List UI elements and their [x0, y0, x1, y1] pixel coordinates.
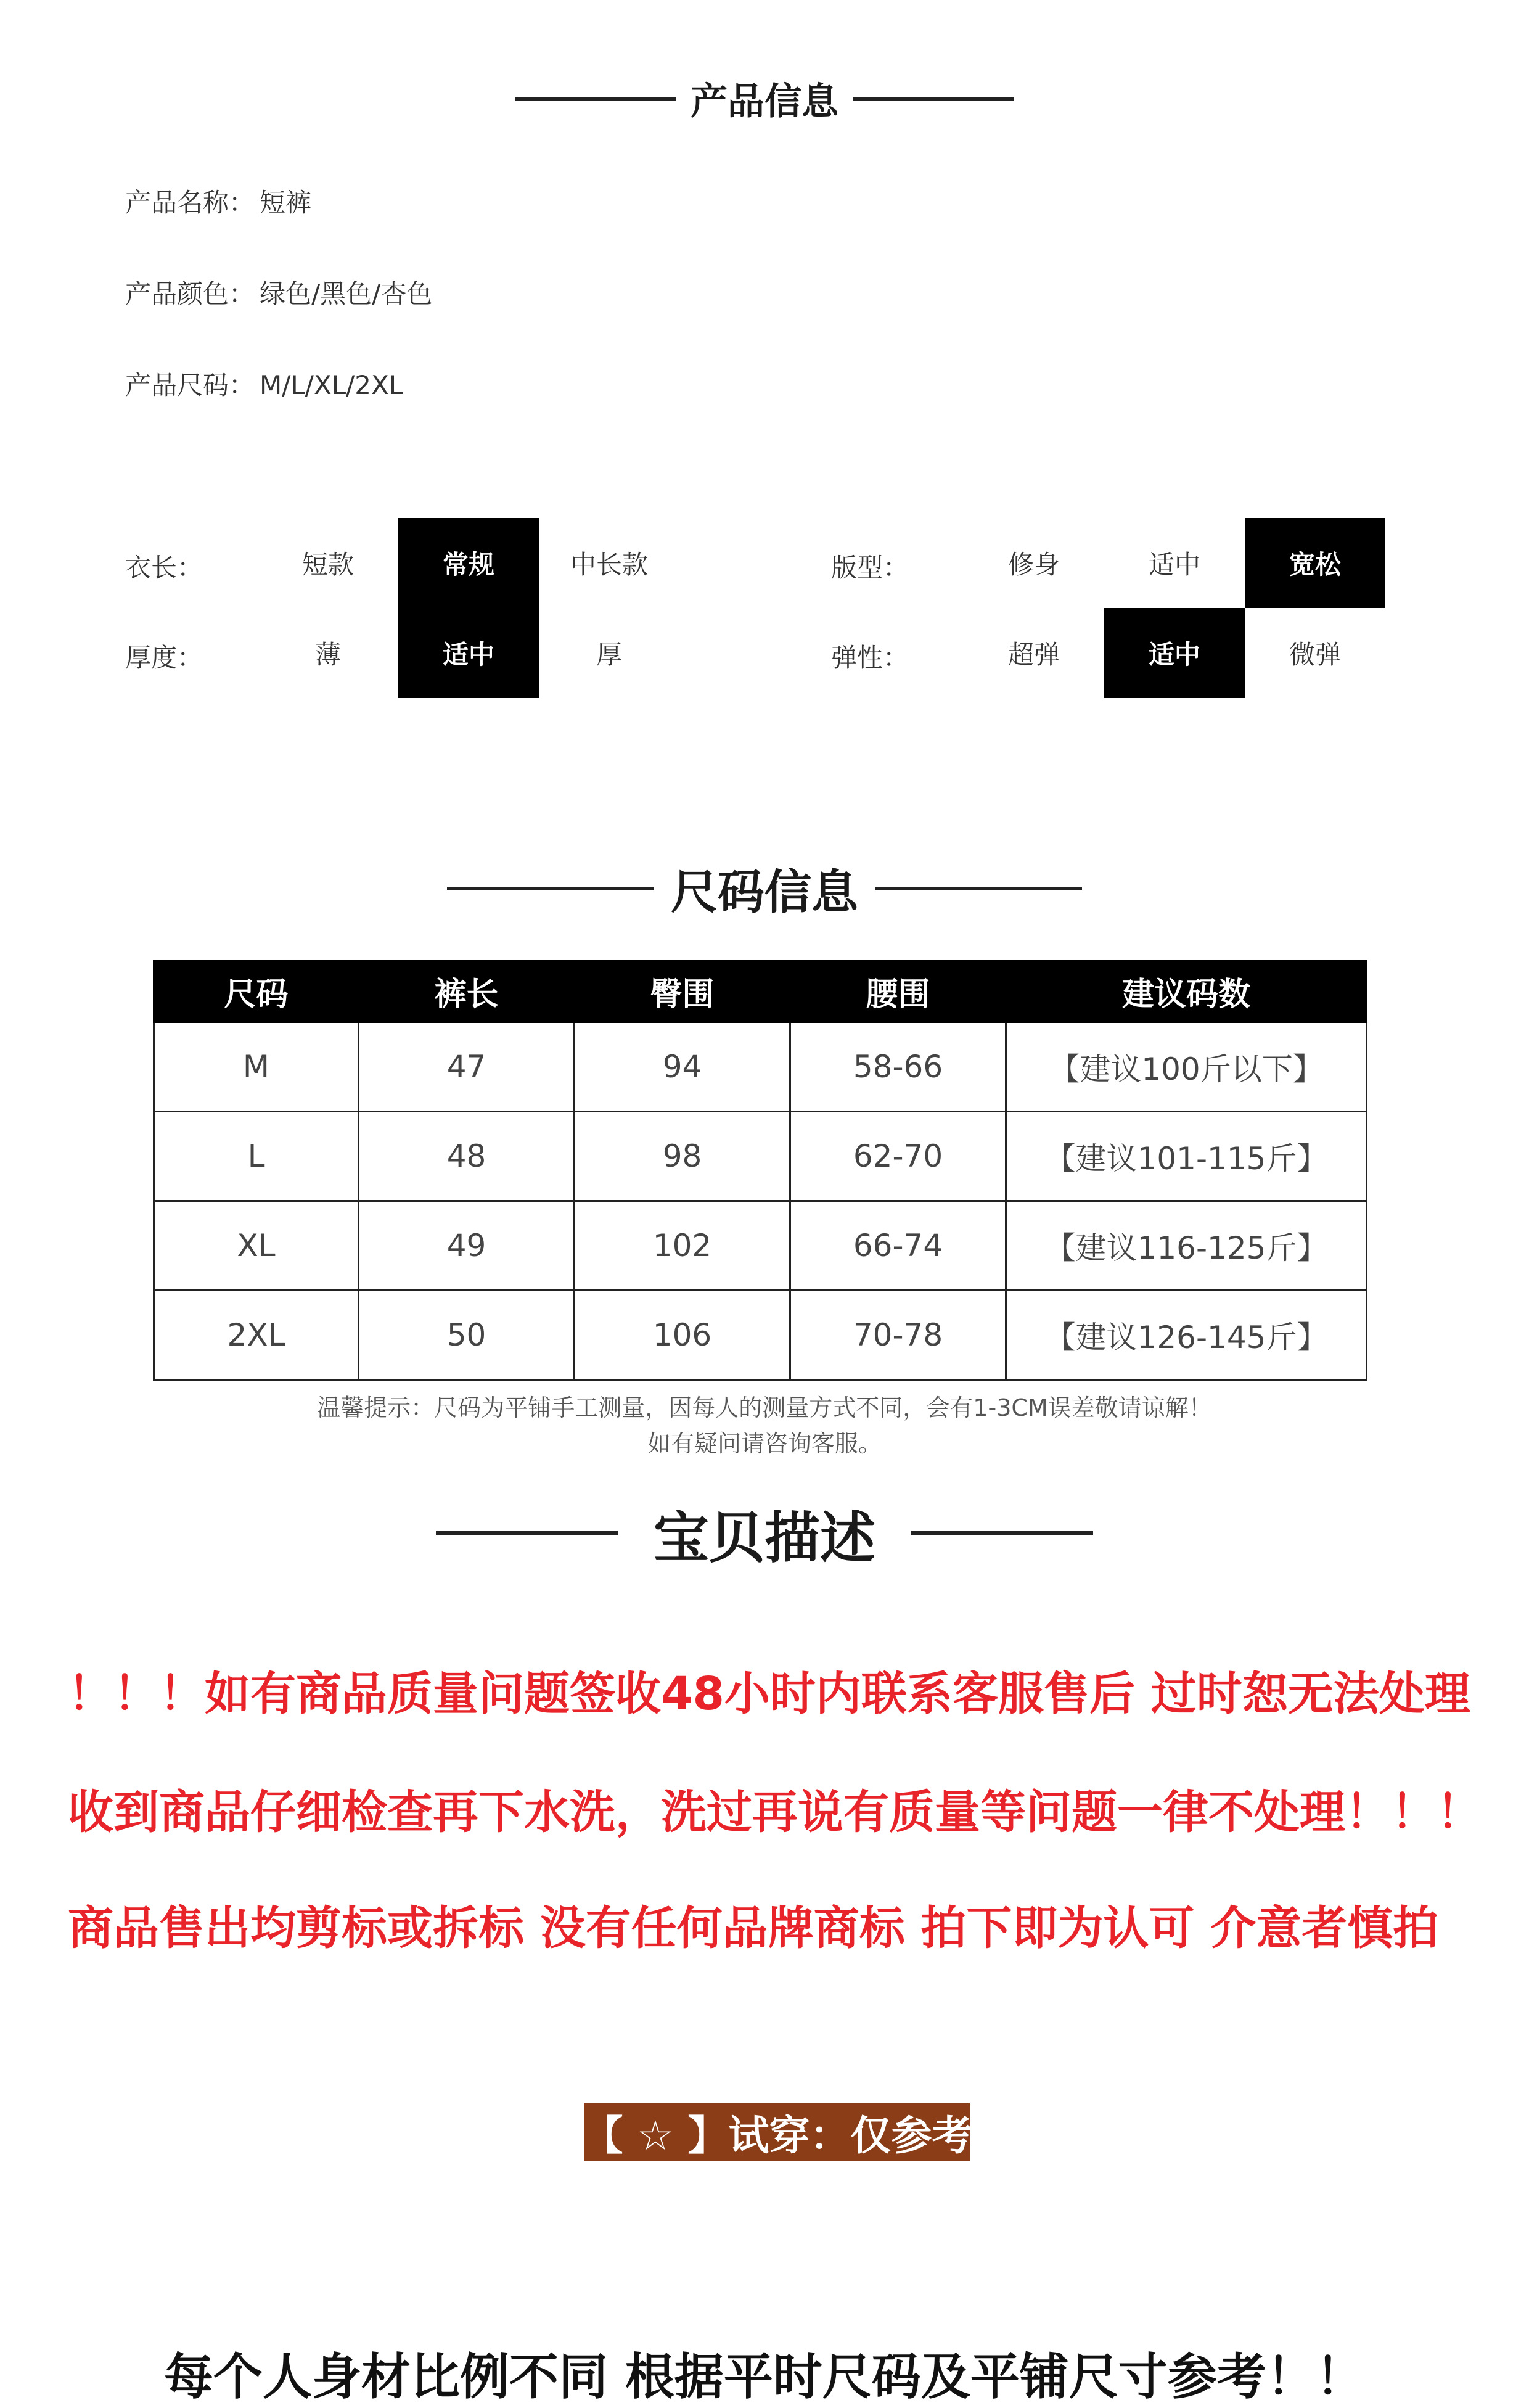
product-name-label: 产品名称：	[125, 187, 255, 218]
size-table-header	[154, 961, 1367, 1022]
header-hip: 臀围	[575, 961, 790, 1022]
size-table	[153, 960, 1367, 1381]
cell-size: M	[154, 1022, 359, 1112]
product-name-row	[125, 183, 311, 220]
product-color-label: 产品颜色：	[125, 279, 255, 309]
header-recommend: 建议码数	[1006, 961, 1367, 1022]
warning-line-3: 商品售出均剪标或拆标 没有任何品牌商标 拍下即为认可 介意者慎拍	[68, 1902, 1439, 1955]
fit-option-loose: 宽松	[1245, 518, 1385, 608]
cell-hip: 94	[575, 1022, 790, 1112]
product-color-value: 绿色/黑色/杏色	[260, 279, 433, 309]
heading-dash-right	[853, 97, 1014, 101]
cell-recommend: 【建议126-145斤】	[1006, 1291, 1367, 1380]
thickness-label: 厚度：	[125, 643, 203, 673]
thickness-option-thin: 薄	[314, 639, 341, 670]
table-row	[154, 1022, 1367, 1112]
cell-recommend: 【建议100斤以下】	[1006, 1022, 1367, 1112]
bottom-note: 每个人身材比例不同 根据平时尺码及平铺尺寸参考！！	[164, 2348, 1365, 2406]
cell-length: 50	[359, 1291, 575, 1380]
cell-hip: 98	[575, 1112, 790, 1201]
cell-recommend: 【建议101-115斤】	[1006, 1112, 1367, 1201]
cell-length: 47	[359, 1022, 575, 1112]
table-row	[154, 1291, 1367, 1380]
fit-label: 版型：	[831, 553, 909, 583]
size-info-title: 尺码信息	[671, 864, 858, 919]
tryon-label: 【 ☆ 】试穿：仅参考	[584, 2103, 970, 2161]
thickness-option-thick: 厚	[596, 639, 622, 670]
product-info-heading	[0, 74, 1529, 123]
header-size: 尺码	[154, 961, 359, 1022]
header-length: 裤长	[359, 961, 575, 1022]
elasticity-option-slight: 微弹	[1289, 639, 1341, 670]
length-option-mid: 中长款	[570, 549, 648, 580]
fit-option-medium: 适中	[1148, 549, 1200, 580]
heading-dash-right	[911, 1531, 1093, 1535]
product-size-row	[125, 365, 403, 402]
heading-dash-left	[515, 97, 676, 101]
cell-length: 48	[359, 1112, 575, 1201]
cell-hip: 102	[575, 1201, 790, 1291]
cell-waist: 62-70	[790, 1112, 1006, 1201]
cell-recommend: 【建议116-125斤】	[1006, 1201, 1367, 1291]
table-row	[154, 1112, 1367, 1201]
cell-size: L	[154, 1112, 359, 1201]
length-option-regular: 常规	[398, 518, 539, 608]
product-size-value: M/L/XL/2XL	[260, 370, 404, 400]
length-label: 衣长：	[125, 553, 203, 583]
heading-dash-left	[447, 887, 654, 890]
cell-waist: 66-74	[790, 1201, 1006, 1291]
length-option-short: 短款	[301, 549, 354, 580]
warning-line-2: 收到商品仔细检查再下水洗，洗过再说有质量等问题一律不处理！！！	[68, 1786, 1482, 1839]
table-row	[154, 1201, 1367, 1291]
size-info-heading	[0, 857, 1529, 919]
fit-option-slim: 修身	[1007, 549, 1060, 580]
elasticity-option-super: 超弹	[1007, 639, 1060, 670]
cell-length: 49	[359, 1201, 575, 1291]
elasticity-label: 弹性：	[831, 643, 909, 673]
product-color-row	[125, 274, 432, 311]
warning-line-1: ！！！如有商品质量问题签收48小时内联系客服售后 过时恕无法处理	[68, 1667, 1470, 1720]
cell-size: XL	[154, 1201, 359, 1291]
elasticity-option-medium: 适中	[1104, 608, 1245, 698]
cell-waist: 70-78	[790, 1291, 1006, 1380]
product-name-value: 短裤	[260, 187, 312, 218]
description-heading	[0, 1497, 1529, 1569]
cell-size: 2XL	[154, 1291, 359, 1380]
product-info-title: 产品信息	[691, 80, 838, 123]
heading-dash-left	[436, 1531, 618, 1535]
cell-hip: 106	[575, 1291, 790, 1380]
cell-waist: 58-66	[790, 1022, 1006, 1112]
description-title: 宝贝描述	[654, 1506, 875, 1571]
product-size-label: 产品尺码：	[125, 370, 255, 400]
heading-dash-right	[875, 887, 1082, 890]
header-waist: 腰围	[790, 961, 1006, 1022]
size-tip-contact: 如有疑问请咨询客服。	[647, 1430, 882, 1457]
size-tip: 温馨提示：尺码为平铺手工测量，因每人的测量方式不同，会有1-3CM误差敬请谅解！	[317, 1394, 1212, 1421]
thickness-option-medium: 适中	[398, 608, 539, 698]
